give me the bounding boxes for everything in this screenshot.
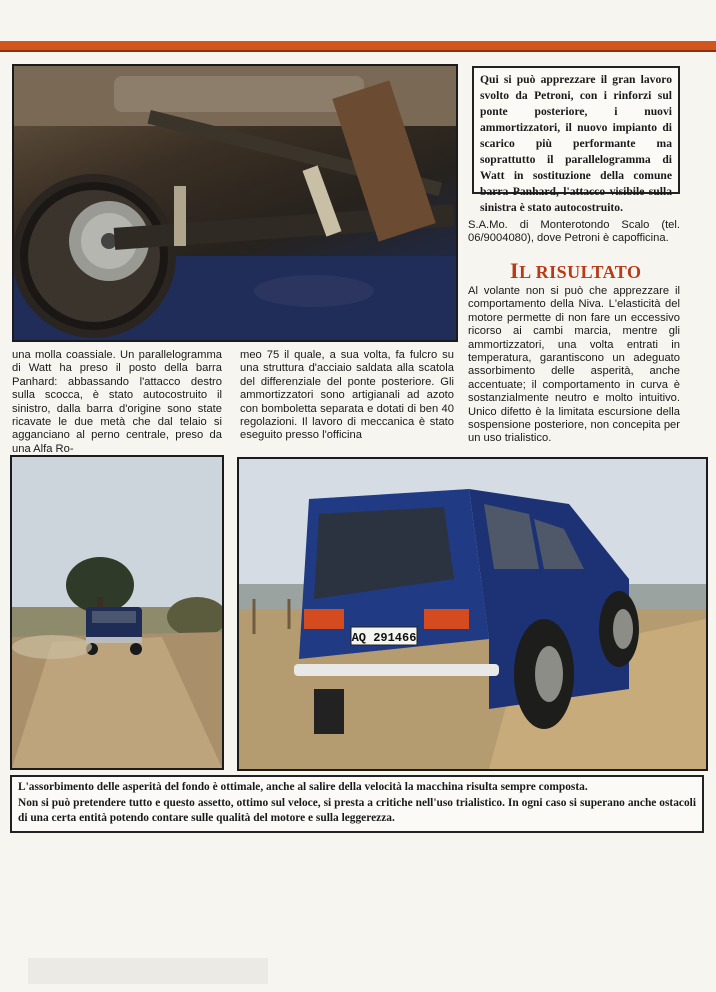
dirt-road-illustration: [12, 457, 222, 768]
section-heading: [510, 258, 641, 284]
article-text-col2: meo 75 il quale, a sua volta, fa fulcro su una struttura d'acciaio saldata alla scatola del differenziale del ponte posteriore. Gli ammortizzatori sono artigianali ad azoto con bomboletta separata e dotati di ben 40 regolazioni. Il lavoro di meccanica è stato eseguito presso l'officina: [240, 349, 454, 442]
niva-illustration: [239, 459, 706, 769]
article-text-col3: Al volante non si può che apprezzare il comportamento della Niva. L'elasticità del motore permette di non fare un eccessivo ricorso ai cambi marcia, mentre gli ammortizzatori, una volta entrati in temperatura, garantiscono un adeguato assorbimento delle asperità, anche accentuate; il comportamento in curva è sostanzialmente neutro e molto intuitivo. Unico difetto è la limitata escursione della sospensione posteriore, non concepita per un uso trialistico.: [468, 285, 680, 445]
caption-bottom-line2: Non si può pretendere tutto e questo assetto, ottimo sul veloce, si presta a critiche nell'uso trialistico. In ogni caso si superano anche ostacoli di una certa entità potendo contare sulle qualità del motore e sulla leggerezza.: [18, 796, 696, 824]
header-rule: [0, 41, 716, 50]
license-plate: AQ 291466: [351, 631, 417, 645]
photo-rear-suspension: [12, 64, 458, 342]
photo-dirt-road: [10, 455, 224, 770]
heading-rest: L RISULTATO: [519, 262, 642, 282]
article-text-col3-intro: S.A.Mo. di Monterotondo Scalo (tel. 06/9004080), dove Petroni è capofficina.: [468, 219, 680, 245]
article-text-col1: una molla coassiale. Un parallelogramma di Watt ha preso il posto della barra Panhard: abbassando l'attacco destro sulla scocca, è stato autocostruito il sinistro, dalla barra d'origine sono state ricavate le due metà che dal telaio si agganciano al perno centrale, preso da una Alfa Ro-: [12, 349, 222, 455]
header-rule-shadow: [0, 50, 716, 52]
photo-niva-rear: [237, 457, 708, 771]
photo-caption-bottom: [10, 775, 704, 833]
caption-bottom-line1: L'assorbimento delle asperità del fondo è ottimale, anche al salire della velocità la macchina risulta sempre composta.: [18, 781, 588, 793]
page-footer-strip: [28, 958, 268, 984]
heading-initial: I: [510, 258, 520, 283]
suspension-illustration: [14, 66, 456, 340]
photo-caption-top: Qui si può apprezzare il gran lavoro svolto da Petroni, con i rinforzi sul ponte posteriore, i nuovi ammortizzatori, il nuovo impianto di scarico più performante ma soprattutto il parallelogramma di Watt in sostituzione della comune barra Panhard, l'attacco visibile sulla sinistra è stato autocostruito.: [472, 66, 680, 194]
